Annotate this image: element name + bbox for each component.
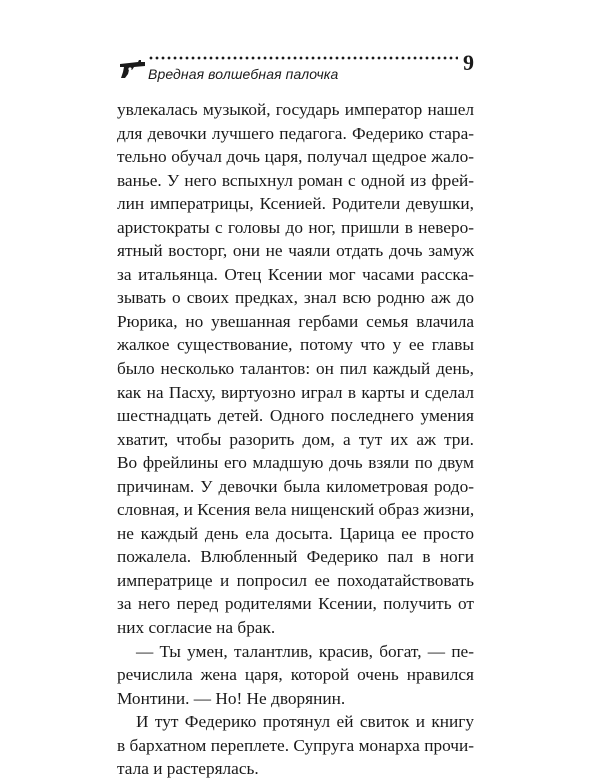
text-line: в бархатном переплете. Супруга монарха прочи- [117, 735, 474, 755]
revolver-icon [118, 58, 148, 80]
text-line: пожалела. Влюбленный Федерико пал в ноги [117, 547, 474, 567]
text-line: Во фрейлины его младшую дочь взяли по двум [117, 453, 474, 473]
text-line: хватит, чтобы разорить дом, а тут их аж три. [117, 429, 474, 449]
text-line: Рюрика, но увешанная гербами семья влачила [117, 311, 474, 331]
running-header [118, 52, 474, 92]
text-line: речислила жена царя, которой очень нравился [117, 665, 474, 685]
text-line: зывать о своих предках, знал всю родню аж до [117, 288, 474, 308]
text-line: лин императрицы, Ксенией. Родители девушки, [117, 194, 474, 214]
text-line: Монтини. — Но! Не дворянин. [117, 688, 346, 708]
text-line: И тут Федерико протянул ей свиток и книгу [136, 712, 474, 732]
text-line: причинам. У девочки была километровая родо- [117, 476, 474, 496]
dotted-rule [148, 56, 458, 60]
text-line: — Ты умен, талантлив, красив, богат, — пе- [136, 641, 474, 661]
text-line: ятный восторг, они не чаяли отдать дочь замуж [117, 241, 474, 261]
text-line: увлекалась музыкой, государь император нашел [117, 100, 474, 119]
text-line: для девочки лучшего педагога. Федерико стара- [117, 123, 474, 143]
text-line: шестнадцать детей. Одного последнего умения [117, 406, 474, 426]
text-line: жалкое существование, потому что у ее главы [117, 335, 474, 355]
text-line: за него перед родителями Ксении, получить от [117, 594, 474, 614]
text-line: них согласие на брак. [117, 618, 276, 638]
text-line: аристократы с головы до ног, пришли в неверо- [117, 217, 474, 237]
text-line: не каждый день ела досыта. Царица ее просто [117, 523, 474, 543]
text-line: было несколько талантов: он пил каждый день, [117, 359, 474, 379]
text-line: за итальянца. Отец Ксении мог часами расска- [117, 264, 474, 284]
text-line: императрице и попросил ее походатайствовать [117, 570, 474, 590]
running-title: Вредная волшебная палочка [148, 66, 339, 82]
page-number: 9 [463, 50, 474, 75]
text-line: ванье. У него вспыхнул роман с одной из фрей- [117, 170, 474, 190]
text-line: словная, и Ксения вела нищенский образ жизни, [117, 500, 474, 520]
text-line: тала и растерялась. [117, 759, 259, 779]
text-line: тельно обучал дочь царя, получал щедрое жало- [117, 147, 474, 167]
body-text [117, 98, 474, 781]
text-line: как на Пасху, виртуозно играл в карты и сделал [117, 382, 474, 402]
